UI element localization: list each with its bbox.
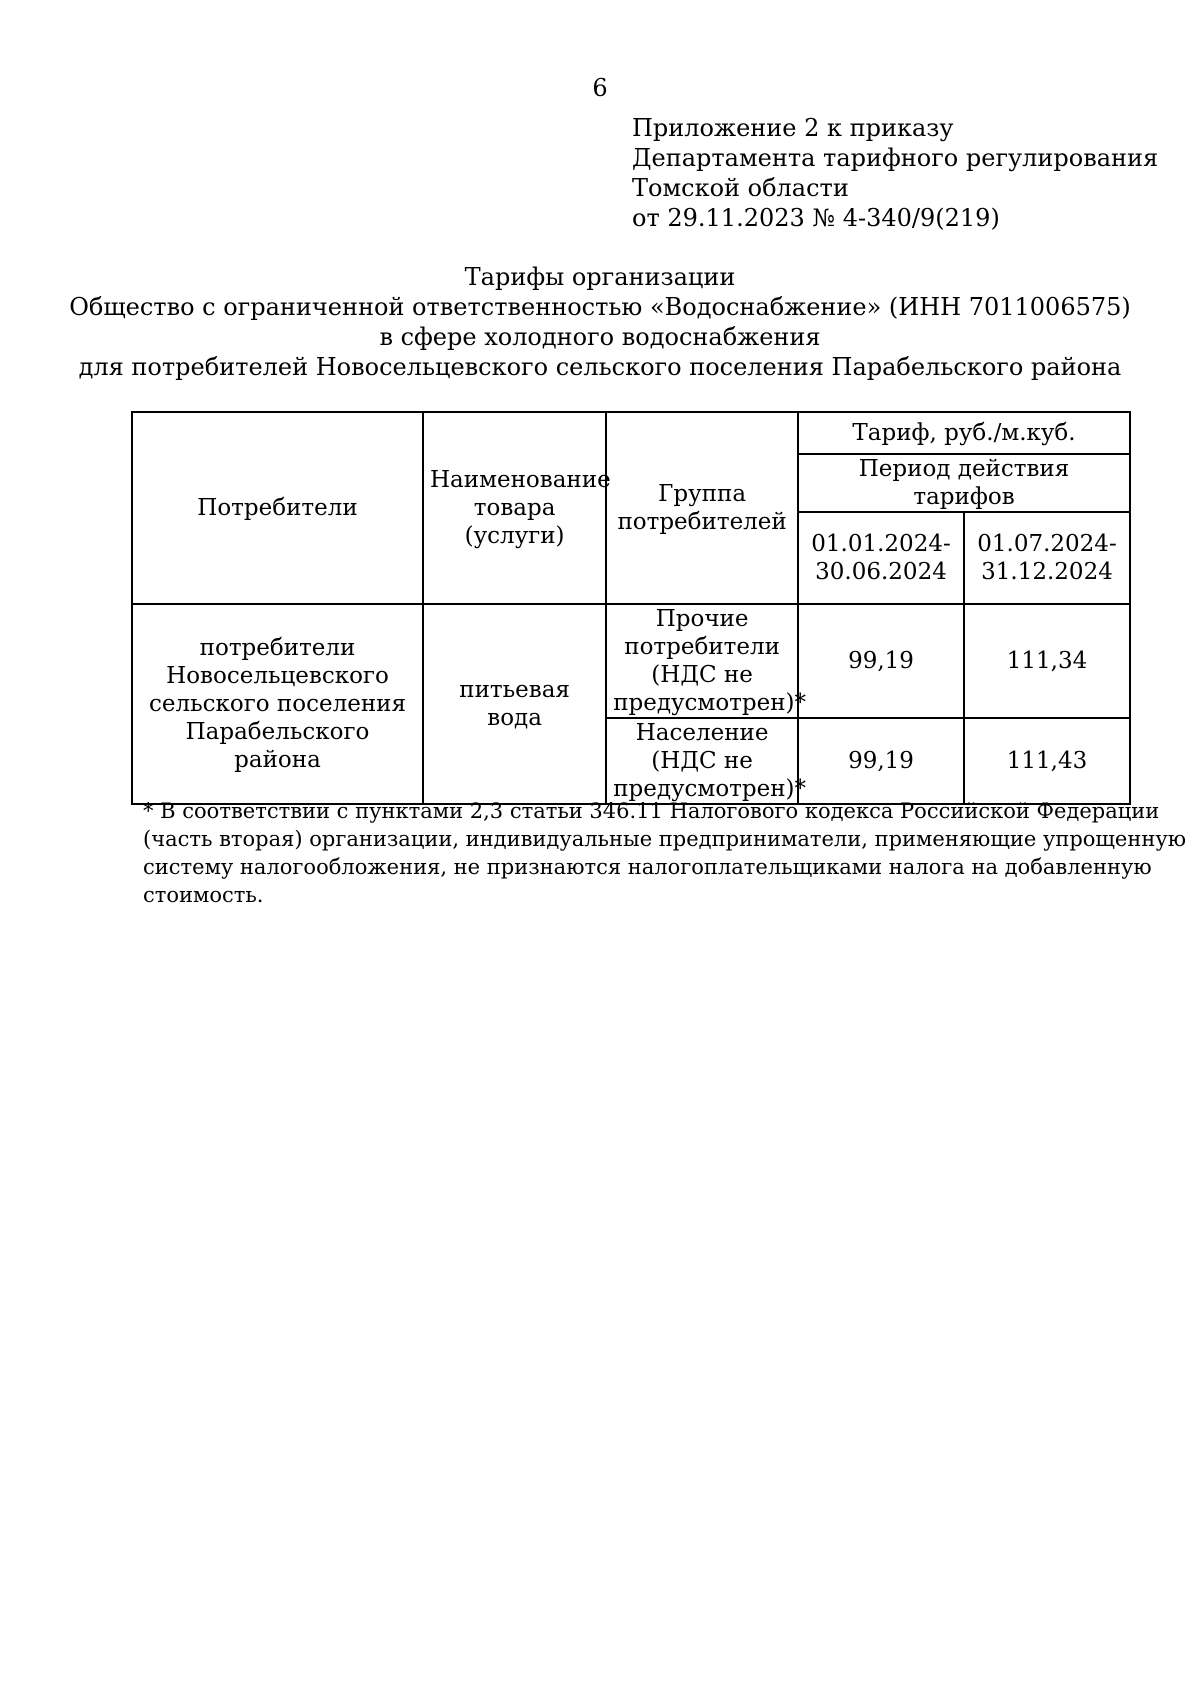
group-cell: Прочие потребители (НДС не предусмотрен)* <box>606 604 798 718</box>
title-line: в сфере холодного водоснабжения <box>379 323 821 351</box>
tariff-value: 111,43 <box>964 718 1130 804</box>
footnote-line: систему налогообложения, не признаются налогоплательщиками налога на добавленную <box>143 855 1152 879</box>
appendix-line: Томской области <box>632 174 849 202</box>
header-period-1: 01.01.2024-30.06.2024 <box>798 512 964 604</box>
tariff-value: 99,19 <box>798 718 964 804</box>
footnote-line: (часть вторая) организации, индивидуальные предприниматели, применяющие упрощенную <box>143 827 1186 851</box>
group-cell: Население (НДС не предусмотрен)* <box>606 718 798 804</box>
tariff-value: 111,34 <box>964 604 1130 718</box>
header-consumers: Потребители <box>132 412 423 604</box>
header-tariff: Тариф, руб./м.куб. <box>798 412 1130 454</box>
header-goods-name: Наименование товара (услуги) <box>423 412 606 604</box>
tariff-table <box>131 411 1131 805</box>
page-number: 6 <box>592 74 608 102</box>
goods-cell: питьевая вода <box>423 604 606 804</box>
appendix-line: от 29.11.2023 № 4-340/9(219) <box>632 204 1000 232</box>
footnote-line: * В соответствии с пунктами 2,3 статьи 346.11 Налогового кодекса Российской Федерации <box>143 799 1160 823</box>
header-period: Период действия тарифов <box>798 454 1130 512</box>
appendix-line: Приложение 2 к приказу <box>632 114 954 142</box>
tariff-value: 99,19 <box>798 604 964 718</box>
consumers-cell: потребители Новосельцевского сельского поселения Парабельского района <box>132 604 423 804</box>
title-line: для потребителей Новосельцевского сельского поселения Парабельского района <box>78 353 1122 381</box>
header-consumer-group: Группа потребителей <box>606 412 798 604</box>
footnote <box>143 797 1186 909</box>
appendix-header <box>632 113 1158 233</box>
header-period-2: 01.07.2024-31.12.2024 <box>964 512 1130 604</box>
title-line: Тарифы организации <box>464 263 736 291</box>
document-title <box>0 262 1200 382</box>
appendix-line: Департамента тарифного регулирования <box>632 144 1159 172</box>
title-line: Общество с ограниченной ответственностью «Водоснабжение» (ИНН 7011006575) <box>69 293 1131 321</box>
footnote-line: стоимость. <box>143 883 264 907</box>
